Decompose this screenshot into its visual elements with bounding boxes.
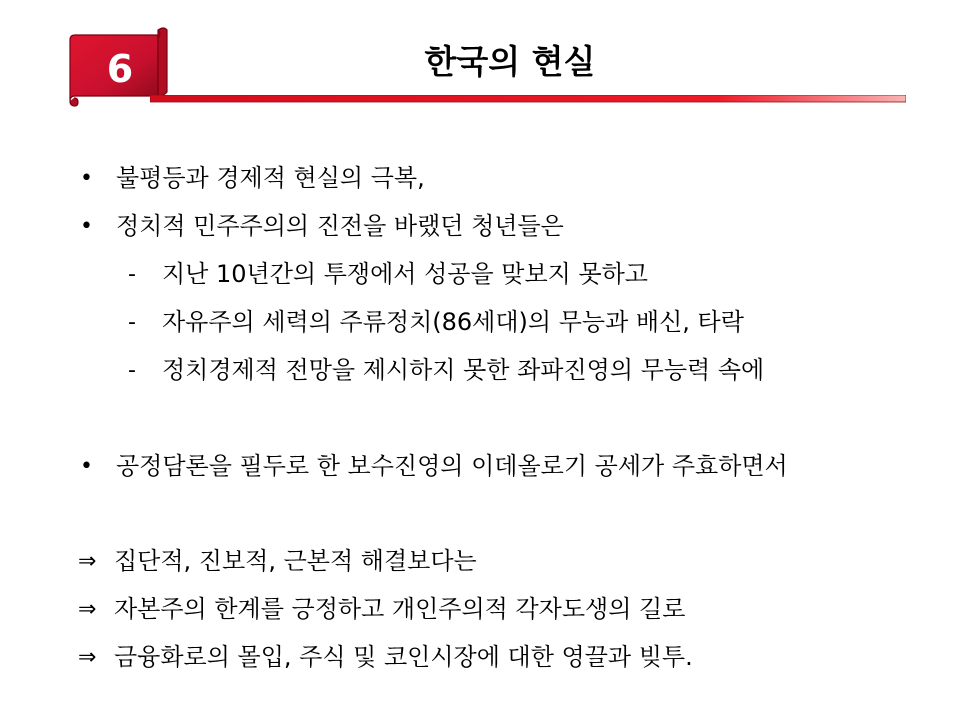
sub-item-text: 정치경제적 전망을 제시하지 못한 좌파진영의 무능력 속에: [162, 356, 765, 384]
sub-item-marker: -: [128, 310, 136, 335]
bullet-text: 불평등과 경제적 현실의 극복,: [116, 164, 425, 192]
conclusion-text: 자본주의 한계를 긍정하고 개인주의적 각자도생의 길로: [114, 595, 686, 623]
implies-arrow-icon: ⇒: [78, 645, 97, 670]
implies-arrow-icon: ⇒: [78, 549, 97, 574]
bullet-marker: •: [80, 166, 93, 191]
conclusion-text: 집단적, 진보적, 근본적 해결보다는: [114, 547, 477, 575]
sub-item-marker: -: [128, 262, 136, 287]
bullet-text: 공정담론을 필두로 한 보수진영의 이데올로기 공세가 주효하면서: [116, 452, 788, 480]
sub-item-text: 지난 10년간의 투쟁에서 성공을 맞보지 못하고: [162, 260, 648, 288]
sub-item-text: 자유주의 세력의 주류정치(86세대)의 무능과 배신, 타락: [162, 308, 744, 336]
implies-arrow-icon: ⇒: [78, 597, 97, 622]
bullet-marker: •: [80, 214, 93, 239]
bullet-text: 정치적 민주주의의 진전을 바랬던 청년들은: [116, 212, 564, 240]
conclusion-text: 금융화로의 몰입, 주식 및 코인시장에 대한 영끌과 빚투.: [114, 643, 693, 671]
sub-item-marker: -: [128, 358, 136, 383]
title-underline: [150, 95, 906, 103]
slide-number: 6: [106, 47, 134, 91]
bullet-marker: •: [80, 454, 93, 479]
slide-title: 한국의 현실: [424, 42, 596, 81]
